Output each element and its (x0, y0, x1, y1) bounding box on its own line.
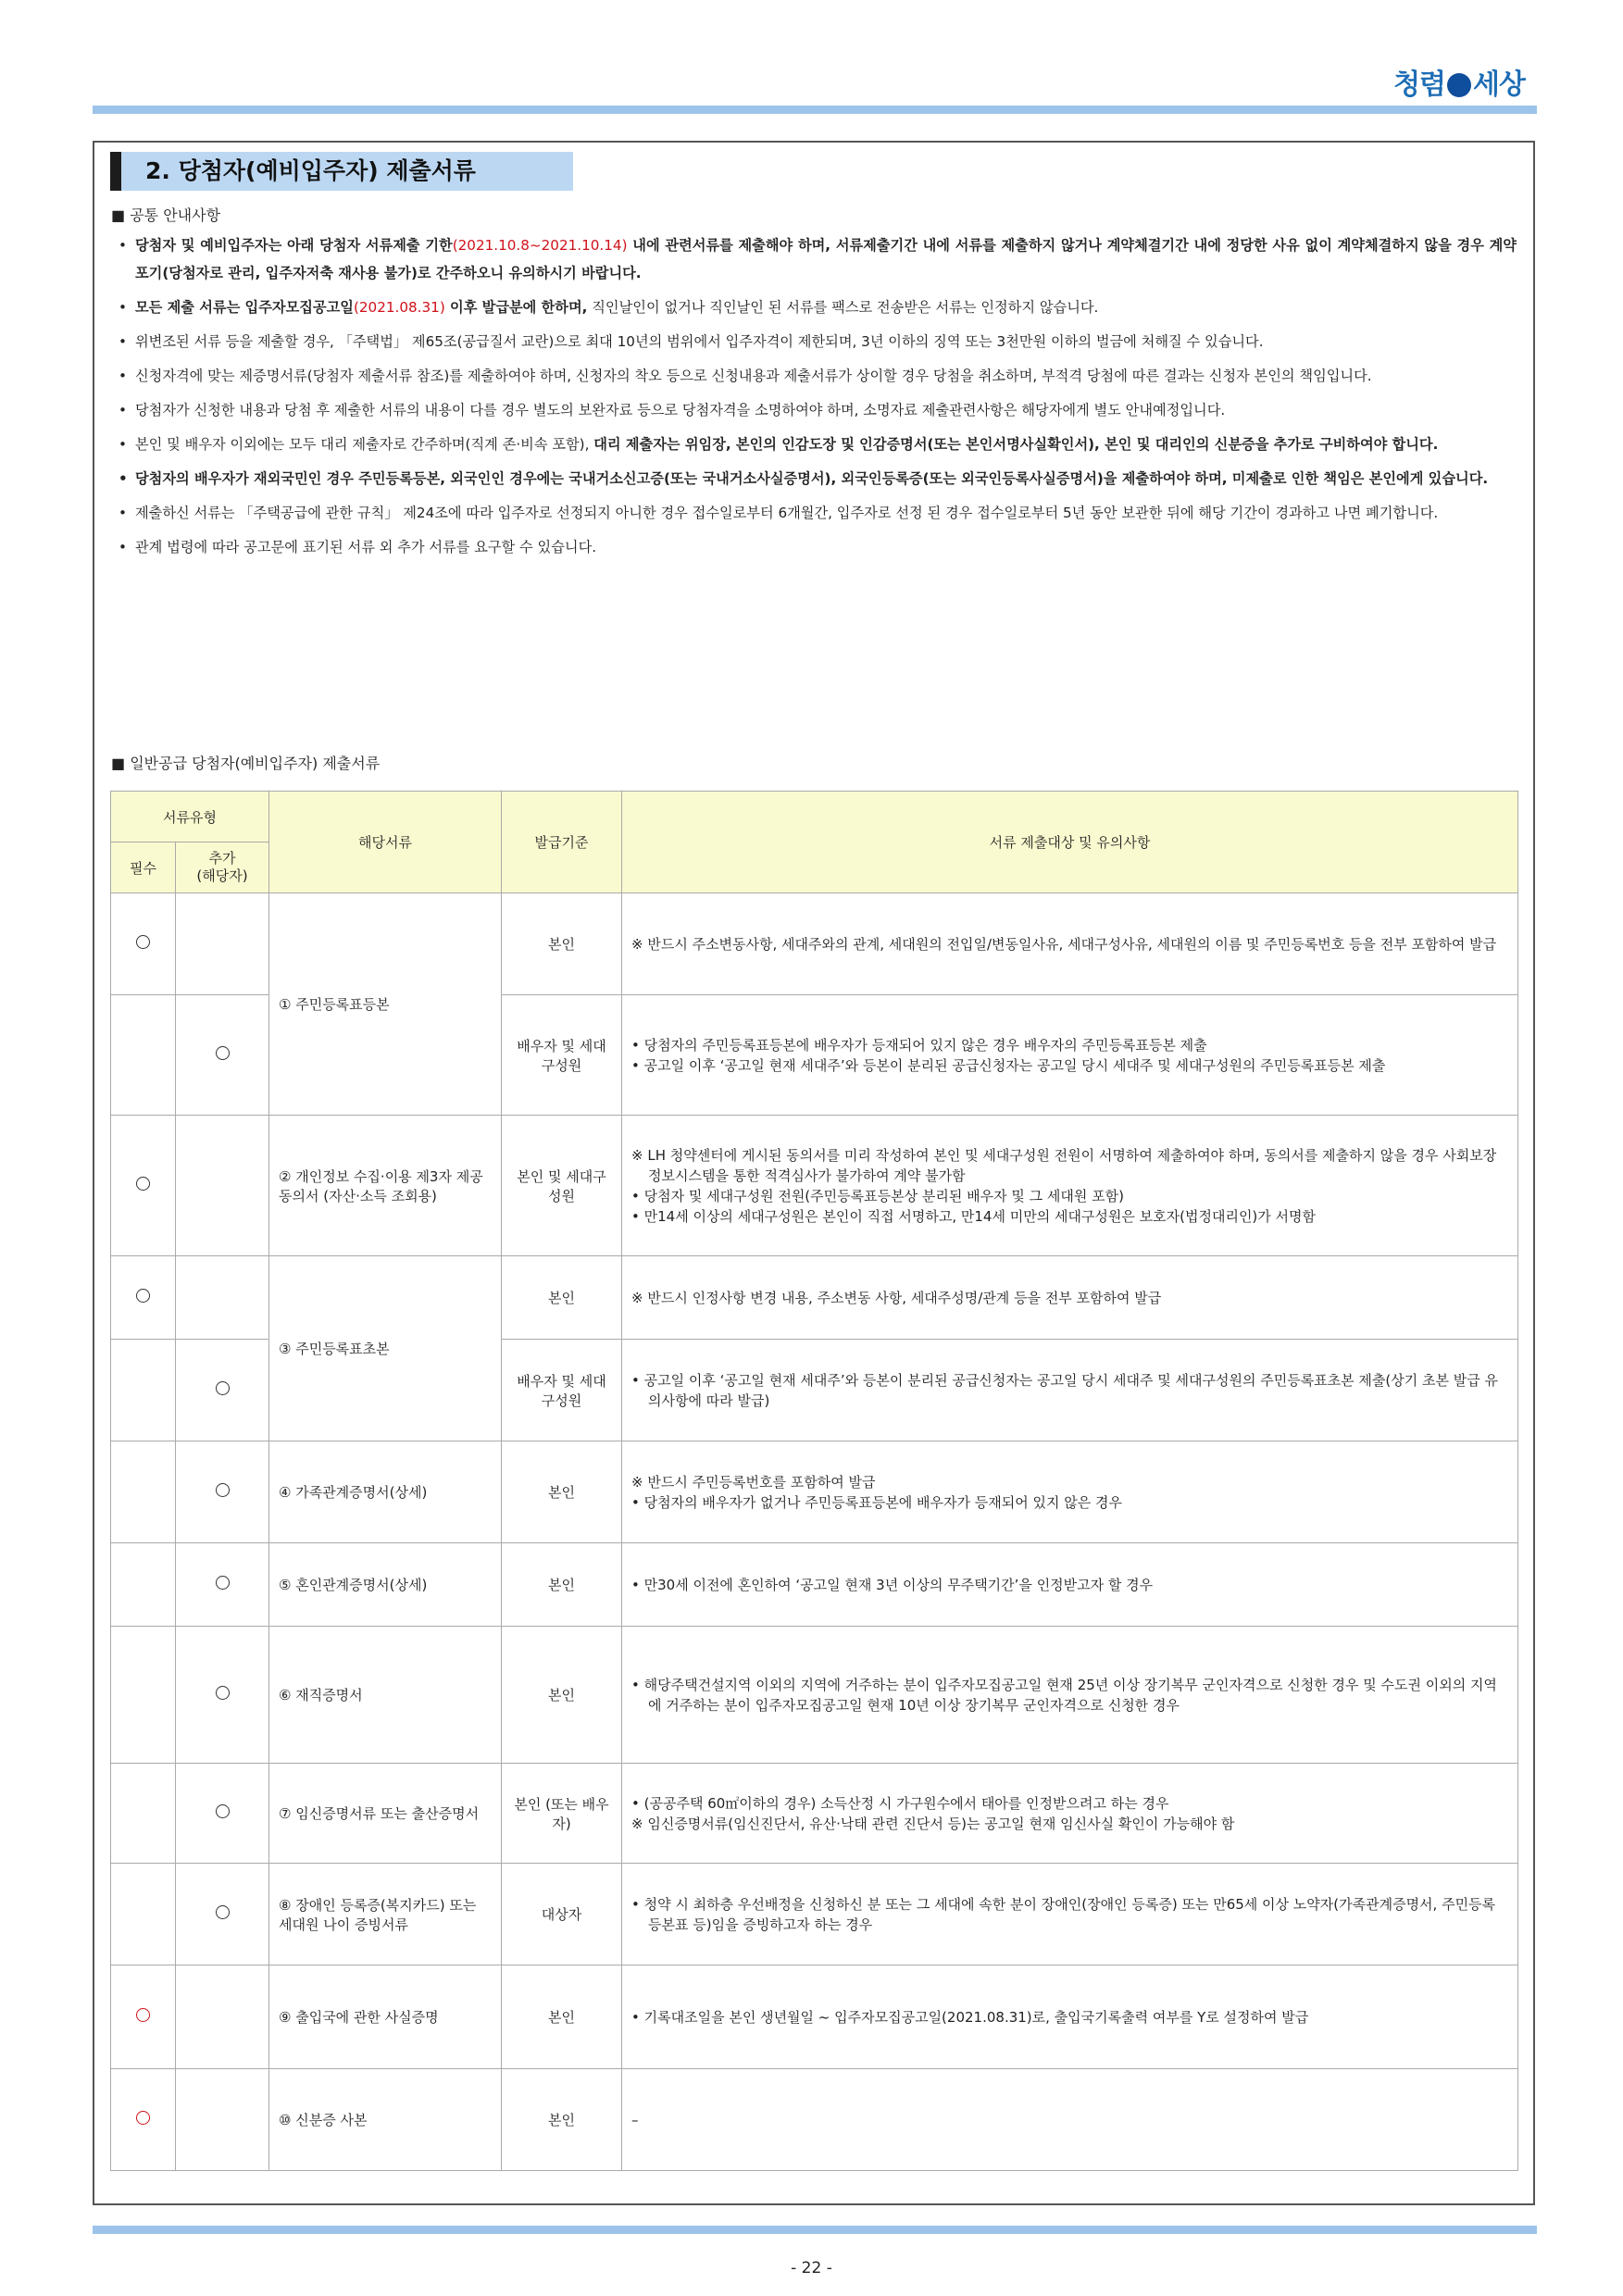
circle-icon (136, 2111, 150, 2125)
note-line: – (631, 2111, 639, 2128)
header-issuer: 발급기준 (502, 792, 622, 893)
issuer: 본인 (502, 1441, 622, 1543)
additional-mark (176, 1627, 269, 1764)
circle-icon (216, 1576, 230, 1590)
note-line: • 해당주택건설지역 이외의 지역에 거주하는 분이 입주자모집공고일 현재 25년 이상 장기복무 군인자격으로 신청한 경우 및 수도권 이외의 지역에 거주하는 분이 입주자모집공고일 현재 10년 이상 장기복무 군인자격으로 신청한 경우 (631, 1676, 1497, 1714)
table-row (111, 1764, 1518, 1864)
issuer: 본인 (502, 1543, 622, 1627)
logo-text-2: 세상 (1473, 69, 1525, 101)
note-line: • 당첨자의 주민등록표등본에 배우자가 등재되어 있지 않은 경우 배우자의 주민등록표등본 제출 (631, 1036, 1207, 1054)
notes-cell (622, 1965, 1518, 2069)
notice-item: • 제출하신 서류는 「주택공급에 관한 규칙」 제24조에 따라 입주자로 선정되지 아니한 경우 접수일로부터 6개월간, 입주자로 선정 된 경우 접수일로부터 5년 동안 보관한 뒤에 해당 기간이 경과하고 나면 폐기합니다. (119, 499, 1517, 527)
notice-item: • 당첨자가 신청한 내용과 당첨 후 제출한 서류의 내용이 다를 경우 별도의 보완자료 등으로 당첨자격을 소명하여야 하며, 소명자료 제출관련사항은 해당자에게 별도 안내예정입니다. (119, 396, 1517, 424)
notice-text: 모든 제출 서류는 입주자모집공고일 (135, 299, 354, 316)
notes-cell (622, 1340, 1518, 1441)
circle-icon (216, 1804, 230, 1818)
issuer: 본인 (502, 893, 622, 995)
document-name: ⑥ 재직증명서 (269, 1627, 502, 1764)
document-name: ② 개인정보 수집·이용 제3자 제공동의서 (자산·소득 조회용) (269, 1116, 502, 1256)
additional-mark (176, 1340, 269, 1441)
document-name: ① 주민등록표등본 (269, 893, 502, 1116)
document-name: ④ 가족관계증명서(상세) (269, 1441, 502, 1543)
notes-cell (622, 2069, 1518, 2171)
table-title: ■ 일반공급 당첨자(예비입주자) 제출서류 (111, 755, 381, 772)
note-line: • 당첨자 및 세대구성원 전원(주민등록표등본상 분리된 배우자 및 그 세대원 포함) (631, 1187, 1124, 1204)
bottom-rule (93, 2226, 1537, 2234)
notice-item: • 당첨자의 배우자가 재외국민인 경우 주민등록등본, 외국인인 경우에는 국내거소신고증(또는 국내거소사실증명서), 외국인등록증(또는 외국인등록사실증명서)을 제출하여야 하며, 미제출로 인한 책임은 본인에게 있습니다. (119, 465, 1517, 493)
table-row (111, 1965, 1518, 2069)
notes-cell (622, 1864, 1518, 1965)
required-cell (111, 1441, 176, 1543)
note-line: ※ 반드시 주민등록번호를 포함하여 발급 (631, 1473, 876, 1491)
notice-date: (2021.10.8~2021.10.14) (452, 237, 628, 254)
issuer: 본인 (502, 2069, 622, 2171)
issuer: 본인 및 세대구성원 (502, 1116, 622, 1256)
circle-icon (216, 1686, 230, 1700)
circle-icon (136, 1289, 150, 1303)
notes-cell (622, 1627, 1518, 1764)
required-cell (111, 1340, 176, 1441)
table-row (111, 893, 1518, 995)
notice-item: • 신청자격에 맞는 제증명서류(당첨자 제출서류 참조)를 제출하여야 하며, 신청자의 착오 등으로 신청내용과 제출서류가 상이할 경우 당첨을 취소하며, 부적격 당첨에 따른 결과는 신청자 본인의 책임입니다. (119, 362, 1517, 390)
additional-mark (176, 1864, 269, 1965)
header-document: 해당서류 (269, 792, 502, 893)
note-line: • (공공주택 60㎡이하의 경우) 소득산정 시 가구원수에서 태아를 인정받으려고 하는 경우 (631, 1794, 1169, 1812)
note-line: ※ 임신증명서류(임신진단서, 유산·낙태 관련 진단서 등)는 공고일 현재 임신사실 확인이 가능해야 함 (631, 1815, 1235, 1832)
notice-text: 대리 제출자는 위임장, 본인의 인감도장 및 인감증명서(또는 본인서명사실확인서), 본인 및 대리인의 신분증을 추가로 구비하여야 합니다. (593, 436, 1439, 453)
additional-mark (176, 995, 269, 1116)
required-mark (111, 893, 176, 995)
table-row (111, 1543, 1518, 1627)
logo-text: 청렴 (1393, 69, 1446, 101)
note-line: • 당첨자의 배우자가 없거나 주민등록표등본에 배우자가 등재되어 있지 않은 경우 (631, 1493, 1122, 1511)
required-mark (111, 1965, 176, 2069)
document-name: ③ 주민등록표초본 (269, 1256, 502, 1441)
issuer: 배우자 및 세대구성원 (502, 1340, 622, 1441)
issuer: 본인 (또는 배우자) (502, 1764, 622, 1864)
additional-mark (176, 1441, 269, 1543)
circle-icon (136, 935, 150, 949)
document-name: ⑨ 출입국에 관한 사실증명 (269, 1965, 502, 2069)
notes-cell (622, 1116, 1518, 1256)
notice-item: • 관계 법령에 따라 공고문에 표기된 서류 외 추가 서류를 요구할 수 있습니다. (119, 533, 1517, 561)
document-name: ⑧ 장애인 등록증(복지카드) 또는 세대원 나이 증빙서류 (269, 1864, 502, 1965)
additional-mark (176, 1764, 269, 1864)
document-name: ⑩ 신분증 사본 (269, 2069, 502, 2171)
table-row (111, 1116, 1518, 1256)
circle-icon (216, 1905, 230, 1919)
header-notes: 서류 제출대상 및 유의사항 (622, 792, 1518, 893)
required-cell (111, 1764, 176, 1864)
header-doc-type: 서류유형 (111, 792, 269, 842)
additional-cell (176, 893, 269, 995)
additional-cell (176, 2069, 269, 2171)
circle-icon (136, 1177, 150, 1191)
notice-list (119, 231, 1517, 568)
required-cell (111, 1543, 176, 1627)
notes-cell (622, 1256, 1518, 1340)
table-row (111, 2069, 1518, 2171)
notice-item (119, 293, 1517, 321)
table-row (111, 1864, 1518, 1965)
notice-date: (2021.08.31) (353, 299, 445, 316)
notes-cell (622, 995, 1518, 1116)
note-line: • 공고일 이후 ‘공고일 현재 세대주’와 등본이 분리된 공급신청자는 공고일 당시 세대주 및 세대구성원의 주민등록표초본 제출(상기 초본 발급 유의사항에 따라 발급) (631, 1371, 1498, 1409)
documents-table (110, 791, 1518, 2171)
circle-icon (216, 1381, 230, 1395)
circle-icon (136, 2008, 150, 2022)
issuer: 배우자 및 세대구성원 (502, 995, 622, 1116)
note-line: ※ 반드시 인정사항 변경 내용, 주소변동 사항, 세대주성명/관계 등을 전부 포함하여 발급 (631, 1289, 1162, 1306)
page-number: - 22 - (791, 2259, 832, 2277)
note-line: • 공고일 이후 ‘공고일 현재 세대주’와 등본이 분리된 공급신청자는 공고일 당시 세대주 및 세대구성원의 주민등록표등본 제출 (631, 1056, 1386, 1074)
issuer: 본인 (502, 1965, 622, 2069)
document-name: ⑤ 혼인관계증명서(상세) (269, 1543, 502, 1627)
content-frame (93, 141, 1535, 2205)
notice-text: 당첨자 및 예비입주자는 아래 당첨자 서류제출 기한 (135, 237, 453, 254)
notice-text: 본인 및 배우자 이외에는 모두 대리 제출자로 간주하며(직계 존·비속 포함), (135, 436, 594, 453)
issuer: 대상자 (502, 1864, 622, 1965)
section-title: 2. 당첨자(예비입주자) 제출서류 (110, 152, 573, 191)
required-mark (111, 1256, 176, 1340)
notice-item (119, 430, 1517, 458)
header-additional: 추가 (해당자) (176, 842, 269, 893)
required-mark (111, 2069, 176, 2171)
header-required: 필수 (111, 842, 176, 893)
table-row (111, 1256, 1518, 1340)
note-line: • 만30세 이전에 혼인하여 ‘공고일 현재 3년 이상의 무주택기간’을 인정받고자 할 경우 (631, 1576, 1154, 1593)
circle-icon (216, 1046, 230, 1060)
table-row (111, 1627, 1518, 1764)
notice-text: 내에 관련서류를 제출해야 하며, 서류제출기간 내에 서류를 제출하지 않거나 계약체결기간 내에 정당한 사유 없이 계약체결하지 않을 경우 계약포기(당첨자로 관리, 입주자저축 재사용 불가)로 간주하오니 유의하시기 바랍니다. (135, 237, 1517, 281)
notes-cell (622, 893, 1518, 995)
notice-item: • 위변조된 서류 등을 제출할 경우, 「주택법」 제65조(공급질서 교란)으로 최대 10년의 범위에서 입주자격이 제한되며, 3년 이하의 징역 또는 3천만원 이하의 벌금에 처해질 수 있습니다. (119, 328, 1517, 356)
additional-mark (176, 1543, 269, 1627)
circle-icon (216, 1483, 230, 1497)
notice-title: ■ 공통 안내사항 (111, 206, 221, 224)
logo (1393, 61, 1525, 102)
notice-text: 이후 발급분에 한하며, (444, 299, 588, 316)
notes-cell (622, 1441, 1518, 1543)
note-line: ※ LH 청약센터에 게시된 동의서를 미리 작성하여 본인 및 세대구성원 전원이 서명하여 제출하여야 하며, 동의서를 제출하지 않을 경우 사회보장정보시스템을 통한 적격심사가 불가하여 계약 불가함 (631, 1146, 1497, 1184)
additional-cell (176, 1116, 269, 1256)
required-cell (111, 1627, 176, 1764)
issuer: 본인 (502, 1256, 622, 1340)
note-line: • 청약 시 최하층 우선배정을 신청하신 분 또는 그 세대에 속한 분이 장애인(장애인 등록증) 또는 만65세 이상 노약자(가족관계증명서, 주민등록등본표 등)임을 증빙하고자 하는 경우 (631, 1895, 1496, 1933)
notes-cell (622, 1543, 1518, 1627)
additional-cell (176, 1965, 269, 2069)
issuer: 본인 (502, 1627, 622, 1764)
note-line: • 만14세 이상의 세대구성원은 본인이 직접 서명하고, 만14세 미만의 세대구성원은 보호자(법정대리인)가 서명함 (631, 1207, 1317, 1225)
notes-cell (622, 1764, 1518, 1864)
required-mark (111, 1116, 176, 1256)
notice-text: 직인날인이 없거나 직인날인 된 서류를 팩스로 전송받은 서류는 인정하지 않습니다. (587, 299, 1099, 316)
required-cell (111, 1864, 176, 1965)
top-rule (93, 106, 1537, 114)
note-line: • 기록대조일을 본인 생년월일 ~ 입주자모집공고일(2021.08.31)로, 출입국기록출력 여부를 Y로 설정하여 발급 (631, 2008, 1309, 2026)
logo-emblem-icon (1447, 73, 1471, 97)
table-row (111, 1441, 1518, 1543)
additional-cell (176, 1256, 269, 1340)
note-line: ※ 반드시 주소변동사항, 세대주와의 관계, 세대원의 전입일/변동일사유, 세대구성사유, 세대원의 이름 및 주민등록번호 등을 전부 포함하여 발급 (631, 935, 1497, 953)
document-name: ⑦ 임신증명서류 또는 출산증명서 (269, 1764, 502, 1864)
required-cell (111, 995, 176, 1116)
notice-item (119, 231, 1517, 287)
